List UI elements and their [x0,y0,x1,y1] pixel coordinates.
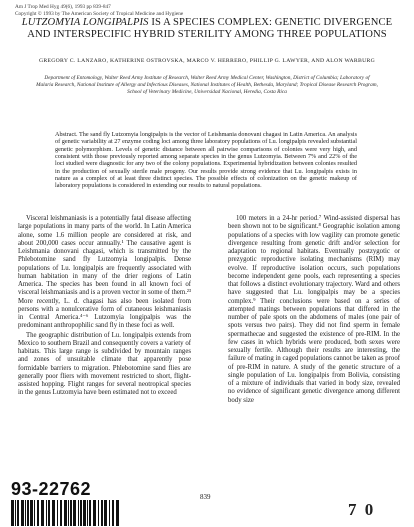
paragraph: The geographic distribution of Lu. longipalpis extends from Mexico to southern Brazil and consequently covers a variety of habitats. This large range is subdivided by mountain ranges and zones of unsuitable climate that apparently pose formidable barriers to migration. Phlebotomine sand flies are generally poor fliers with movement restricted to short, flight-assisted hopping. Flight ranges for several neotropical species in the genus Lutzomyia have been estimated not to exceed [18,331,191,397]
barcode-bar [57,500,58,526]
barcode-bar [30,500,33,526]
journal-header [15,4,183,17]
barcode-bar [80,500,82,526]
page-number: 839 [200,493,211,501]
copyright-line: Copyright © 1993 by The American Society of Tropical Medicine and Hygiene [15,10,184,17]
accession-stamp [11,480,127,527]
barcode-bar [73,500,76,526]
barcode-bar [78,500,79,526]
barcode-bar [87,500,88,526]
barcode [11,500,127,526]
barcode-bar [104,500,107,526]
article-title [12,17,402,42]
barcode-bar [60,500,62,526]
barcode-bar [70,500,72,526]
barcode-bar [68,500,69,526]
author-list: GREGORY C. LANZARO, KATHERINE OSTROVSKA, MARCO V. HERRERO, PHILLIP G. LAWYER, AND ALON WARBURG [38,58,376,64]
barcode-bar [25,500,26,526]
barcode-bar [11,500,14,526]
abstract: Abstract. The sand fly Lutzomyia longipalpis is the vector of Leishmania donovani chagasi in Latin America. An analysis of genetic variability at 27 enzyme coding loci among three laboratory populations of Lu. longipalpis revealed substantial genetic polymorphism. Levels of genetic distance between all pairwise comparisons of colonies were very high, and consistent with those previously reported among separate species in the genus Lutzomyia. Between 7% and 22% of the loci studied were diagnostic for any two of the colony populations. Experimental hybridization between colonies resulted in the production of sexually sterile male progeny. Our results provide strong evidence that Lu. longipalpis exists in nature as a complex of at least three distinct species. The possible effects of colonization on the genetic makeup of laboratory populations is considered in extending our results to natural populations. [55,131,357,190]
title-species: LUTZOMYIA LONGIPALPIS [21,17,149,28]
barcode-bar [109,500,110,526]
barcode-bar [17,500,19,526]
paragraph: 100 meters in a 24-hr period.⁷ Wind-assisted dispersal has been shown not to be significant.⁸ Geographic isolation among populations of a species with low vagility can promote genetic divergence resulting from genetic drift and/or selection for adaptation to regional habitats. Eventually postzygotic or prezygotic reproductive isolating mechanisms (RIM) may evolve. If reproductive isolation occurs, such populations become independent gene pools, each representing a species that follows a distinct evolutionary trajectory. Ward and others have suggested that Lu. longipalpis may be a species complex.⁹ Their conclusions were based on a series of attempted matings between populations that differed in the number of pale spots on the abdomens of males (one pair of spots versus two pairs). They did not find sperm in female spermathecae and suggested the existence of pre-RIM. In the few cases in which hybrids were produced, both sexes were sexually fertile. Although their results are interesting, the failure of mating in caged populations cannot be taken as proof of pre-RIM in nature. A study of the genetic structure of a single population of Lu. longipalpis from Bolivia, consisting of a mixture of individuals that varied in body size, revealed no evidence of significant genetic divergence among different body size [228,215,400,404]
title-rest: IS A SPECIES COMPLEX: GENETIC DIVERGENCE AND INTERSPECIFIC HYBRID STERILITY AMONG THREE POPULATIONS [27,17,393,41]
paragraph: Visceral leishmaniasis is a potentially fatal disease affecting large populations in many parts of the world. In Latin America alone, some 1.6 million people are considered at risk, and about 200,000 cases occur annually.¹ The causative agent is Leishmania donovani chagasi, which is transmitted by the Phlebotomine sand fly Lutzomyia longipalpis. Dense populations of Lu. longipalpis are frequently associated with human habitation in many of the drier regions of Latin America. The species has been found in all known foci of visceral leishmaniasis and is a proven vector in some of them.²³ More recently, L. d. chagasi has also been isolated from persons with a nonulcerative form of cutaneous leishmaniasis in Central America.⁴⁻⁶ Lutzomyia longipalpis was the predominant anthropophilic sand fly in these foci as well. [18,215,191,330]
barcode-bar [93,500,96,526]
barcode-bar [15,500,16,526]
body-column-left [18,215,191,398]
barcode-bar [116,500,119,526]
barcode-bar [46,500,47,526]
barcode-bar [89,500,91,526]
barcode-bar [98,500,99,526]
barcode-bar [64,500,67,526]
affiliation: Department of Entomology, Walter Reed Army Institute of Research, Walter Reed Army Medical Center, Washington, District of Columbia; Laboratory of Malaria Research, National Institute of Allergy and Infectious Diseases, National Institutes of Health, Bethesda, Maryland; Tropical Disease Research Program, School of Veterinary Medicine, Universidad Nacional, Heredia, Costa Rica [36,75,378,96]
barcode-bar [27,500,29,526]
barcode-bar [37,500,39,526]
accession-number: 93-22762 [11,480,92,499]
journal-citation: Am J Trop Med Hyg 49(6), 1993 pp 839-847 [15,4,111,10]
barcode-bar [101,500,103,526]
barcode-bar [21,500,24,526]
body-column-right [228,215,400,405]
barcode-bar [52,500,55,526]
barcode-bar [41,500,44,526]
barcode-bar [83,500,86,526]
barcode-bar [34,500,35,526]
barcode-bar [112,500,114,526]
barcode-bar [48,500,50,526]
handwritten-mark: 7 0 [348,500,376,519]
